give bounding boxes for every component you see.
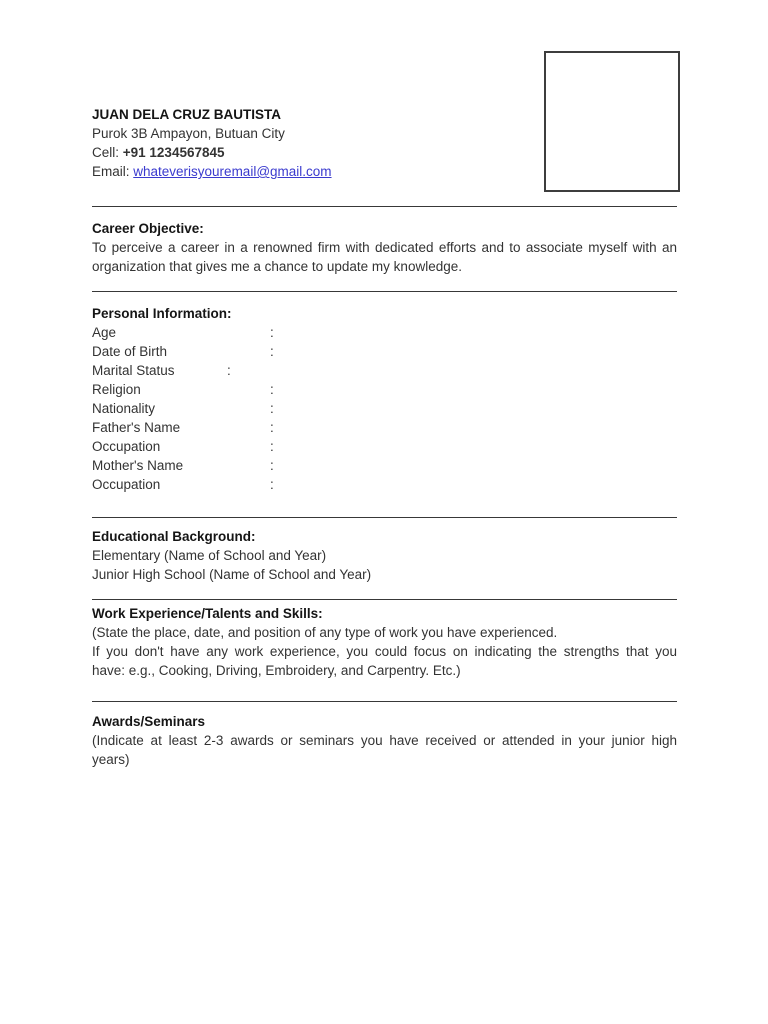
field-colon: : (270, 401, 274, 416)
personal-info-row-age (92, 323, 677, 342)
photo-placeholder-box (544, 51, 680, 192)
header (92, 105, 552, 181)
work-experience-text-line: have: e.g., Cooking, Driving, Embroidery, and Carpentry. Etc.) (92, 663, 461, 678)
section-divider (92, 599, 677, 600)
education-line-junior-high: Junior High School (Name of School and Year) (92, 567, 372, 582)
field-colon: : (270, 477, 274, 492)
personal-information-heading: Personal Information: (92, 306, 232, 321)
cell-number: +91 1234567845 (122, 145, 225, 160)
personal-info-row-date-of-birth (92, 342, 677, 361)
field-colon: : (227, 363, 231, 378)
section-career-objective (92, 219, 677, 276)
section-divider (92, 206, 677, 207)
field-label: Religion (92, 382, 141, 397)
personal-info-row-nationality (92, 399, 677, 418)
section-divider (92, 701, 677, 702)
personal-info-row-fathers-name (92, 418, 677, 437)
awards-seminars-text-line: years) (92, 752, 130, 767)
career-objective-text-line: To perceive a career in a renowned firm with dedicated efforts and to associate myself with an (92, 240, 677, 255)
personal-info-row-mother-occupation (92, 475, 677, 494)
applicant-email-row (92, 162, 552, 181)
applicant-name: JUAN DELA CRUZ BAUTISTA (92, 107, 281, 122)
field-label: Father's Name (92, 420, 181, 435)
personal-info-row-religion (92, 380, 677, 399)
field-label: Occupation (92, 477, 161, 492)
field-label: Mother's Name (92, 458, 184, 473)
work-experience-text-line: If you don't have any work experience, you could focus on indicating the strengths that you (92, 644, 677, 659)
personal-info-row-marital-status (92, 361, 677, 380)
applicant-cell-row (92, 143, 552, 162)
field-colon: : (270, 439, 274, 454)
email-label: Email: (92, 164, 134, 179)
field-label: Date of Birth (92, 344, 168, 359)
educational-background-heading: Educational Background: (92, 529, 256, 544)
field-label: Marital Status (92, 363, 175, 378)
section-personal-information (92, 304, 677, 494)
work-experience-heading: Work Experience/Talents and Skills: (92, 606, 323, 621)
field-colon: : (270, 325, 274, 340)
field-label: Nationality (92, 401, 156, 416)
field-label: Age (92, 325, 117, 340)
section-awards-seminars (92, 712, 677, 769)
applicant-address: Purok 3B Ampayon, Butuan City (92, 126, 285, 141)
field-colon: : (270, 458, 274, 473)
work-experience-text-line: (State the place, date, and position of any type of work you have experienced. (92, 625, 558, 640)
email-link[interactable]: whateverisyouremail@gmail.com (133, 164, 332, 179)
section-work-experience (92, 604, 677, 680)
section-divider (92, 517, 677, 518)
education-line-elementary: Elementary (Name of School and Year) (92, 548, 327, 563)
section-divider (92, 291, 677, 292)
field-colon: : (270, 344, 274, 359)
field-label: Occupation (92, 439, 161, 454)
field-colon: : (270, 382, 274, 397)
awards-seminars-text-line: (Indicate at least 2-3 awards or seminars you have received or attended in your junior high (92, 733, 677, 748)
awards-seminars-heading: Awards/Seminars (92, 714, 206, 729)
career-objective-heading: Career Objective: (92, 221, 204, 236)
personal-info-row-father-occupation (92, 437, 677, 456)
personal-info-row-mothers-name (92, 456, 677, 475)
cell-label: Cell: (92, 145, 123, 160)
career-objective-text-line: organization that gives me a chance to update my knowledge. (92, 259, 462, 274)
field-colon: : (270, 420, 274, 435)
section-educational-background (92, 527, 677, 584)
